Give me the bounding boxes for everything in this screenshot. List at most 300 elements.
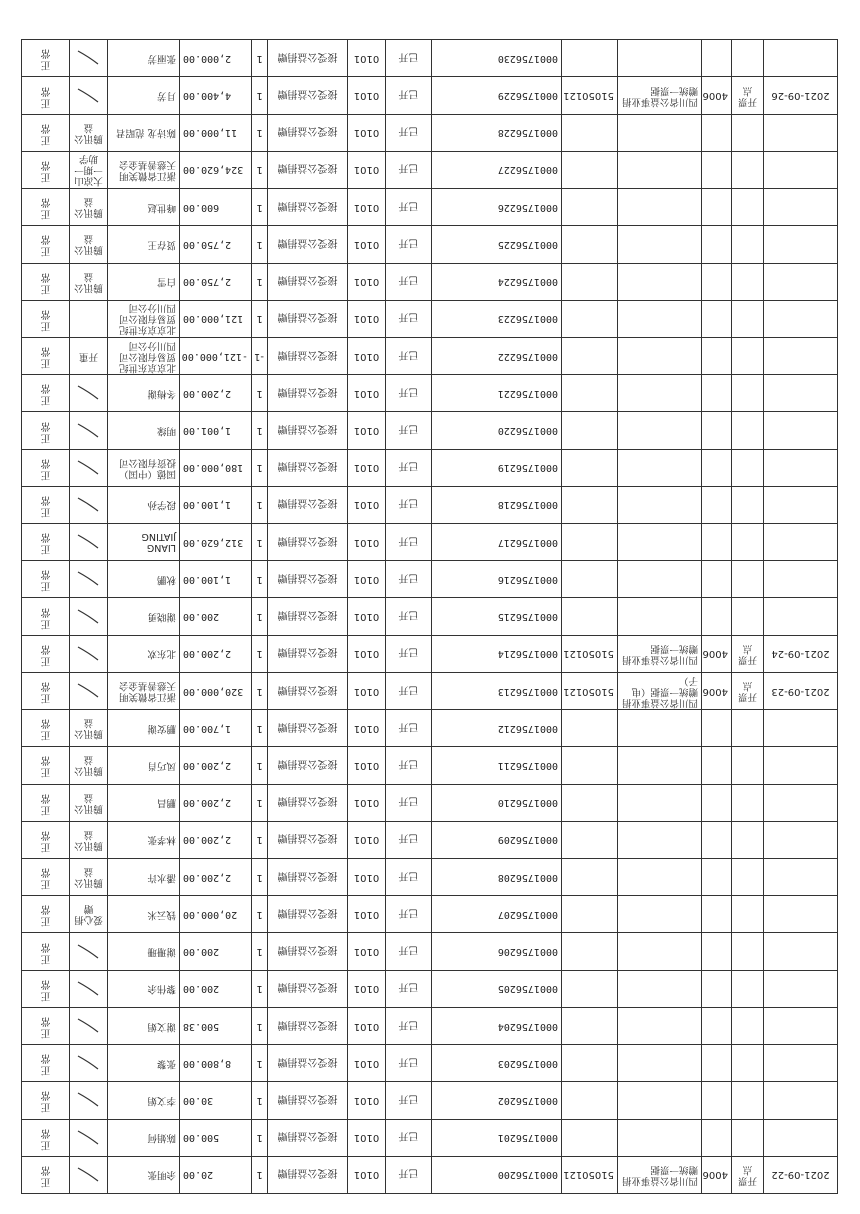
row-stage: 已开 bbox=[386, 449, 432, 486]
row-account: 0101 bbox=[348, 561, 386, 598]
row-amount: 30.00 bbox=[180, 1082, 252, 1119]
row-stage: 已开 bbox=[386, 635, 432, 672]
row-batch bbox=[562, 375, 618, 412]
row-status bbox=[22, 226, 70, 263]
row-donor: 余明张 bbox=[108, 1156, 180, 1193]
row-qty: 1 bbox=[252, 189, 268, 226]
row-amount: 1,700.00 bbox=[180, 710, 252, 747]
row-receipt-no: 0001756208 bbox=[432, 859, 562, 896]
row-donor: 北东欢 bbox=[108, 635, 180, 672]
row-qty: 1 bbox=[252, 747, 268, 784]
row-account: 0101 bbox=[348, 598, 386, 635]
table-row bbox=[22, 189, 838, 226]
row-receipt-no: 0001756225 bbox=[432, 226, 562, 263]
row-amount: 2,750.00 bbox=[180, 226, 252, 263]
row-receipt-no: 0001756217 bbox=[432, 524, 562, 561]
row-qty: 1 bbox=[252, 561, 268, 598]
row-receipt-no: 0001756209 bbox=[432, 821, 562, 858]
row-status bbox=[22, 375, 70, 412]
row-account: 0101 bbox=[348, 710, 386, 747]
row-type: 开票点 bbox=[732, 635, 764, 672]
row-category: 接受公益捐赠 bbox=[268, 412, 348, 449]
row-batch bbox=[562, 151, 618, 188]
row-code bbox=[702, 896, 732, 933]
row-status bbox=[22, 337, 70, 374]
row-org bbox=[618, 747, 702, 784]
row-date: 2021-09-26 bbox=[764, 77, 838, 114]
row-status bbox=[22, 598, 70, 635]
row-org: 四川省公益事业捐赠统一票据 bbox=[618, 1156, 702, 1193]
row-date bbox=[764, 300, 838, 337]
row-category: 接受公益捐赠 bbox=[268, 1156, 348, 1193]
row-org bbox=[618, 375, 702, 412]
row-note: 腾讯公益 bbox=[70, 226, 108, 263]
row-receipt-no: 0001756205 bbox=[432, 970, 562, 1007]
row-type bbox=[732, 189, 764, 226]
row-note bbox=[70, 672, 108, 709]
row-type bbox=[732, 226, 764, 263]
row-category: 接受公益捐赠 bbox=[268, 561, 348, 598]
row-donor: 谢晓勇 bbox=[108, 598, 180, 635]
table-row bbox=[22, 226, 838, 263]
row-qty: 1 bbox=[252, 524, 268, 561]
row-stage: 已开 bbox=[386, 598, 432, 635]
row-type bbox=[732, 821, 764, 858]
row-date bbox=[764, 747, 838, 784]
check-mark-icon bbox=[76, 384, 102, 402]
row-batch bbox=[562, 598, 618, 635]
row-date bbox=[764, 263, 838, 300]
row-note bbox=[70, 1007, 108, 1044]
row-qty: 1 bbox=[252, 449, 268, 486]
row-date bbox=[764, 449, 838, 486]
row-qty: 1 bbox=[252, 1082, 268, 1119]
row-code bbox=[702, 933, 732, 970]
row-account: 0101 bbox=[348, 40, 386, 77]
row-amount: 600.00 bbox=[180, 189, 252, 226]
status-badge: 正常 bbox=[40, 754, 51, 778]
table-row bbox=[22, 821, 838, 858]
row-type bbox=[732, 710, 764, 747]
row-batch bbox=[562, 1007, 618, 1044]
row-qty: 1 bbox=[252, 1045, 268, 1082]
row-donor: 凤巧肖 bbox=[108, 747, 180, 784]
row-type bbox=[732, 1119, 764, 1156]
row-amount: 1,001.00 bbox=[180, 412, 252, 449]
row-category: 接受公益捐赠 bbox=[268, 375, 348, 412]
row-batch: 51050121 bbox=[562, 77, 618, 114]
row-batch: 51050121 bbox=[562, 635, 618, 672]
row-status bbox=[22, 524, 70, 561]
row-status bbox=[22, 40, 70, 77]
row-qty: -1 bbox=[252, 337, 268, 374]
row-amount: 2,750.00 bbox=[180, 263, 252, 300]
row-note: 腾讯公益 bbox=[70, 859, 108, 896]
row-amount: -121,000.00 bbox=[180, 337, 252, 374]
row-amount: 200.00 bbox=[180, 970, 252, 1007]
row-org bbox=[618, 449, 702, 486]
row-qty: 1 bbox=[252, 486, 268, 523]
row-qty: 1 bbox=[252, 635, 268, 672]
row-qty: 1 bbox=[252, 859, 268, 896]
donation-receipt-ledger bbox=[22, 40, 838, 1194]
row-account: 0101 bbox=[348, 77, 386, 114]
row-type: 开票点 bbox=[732, 1156, 764, 1193]
row-category: 接受公益捐赠 bbox=[268, 672, 348, 709]
status-badge: 正常 bbox=[40, 270, 51, 294]
row-account: 0101 bbox=[348, 1119, 386, 1156]
row-account: 0101 bbox=[348, 524, 386, 561]
row-type bbox=[732, 561, 764, 598]
row-donor: 张黎 bbox=[108, 1045, 180, 1082]
row-stage: 已开 bbox=[386, 77, 432, 114]
row-account: 0101 bbox=[348, 375, 386, 412]
row-org: 四川省公益事业捐赠统一票据（电子） bbox=[618, 672, 702, 709]
row-type bbox=[732, 151, 764, 188]
row-receipt-no: 0001756201 bbox=[432, 1119, 562, 1156]
row-account: 0101 bbox=[348, 337, 386, 374]
row-date bbox=[764, 1045, 838, 1082]
row-code bbox=[702, 1045, 732, 1082]
row-code bbox=[702, 859, 732, 896]
row-code bbox=[702, 114, 732, 151]
row-qty: 1 bbox=[252, 1156, 268, 1193]
row-qty: 1 bbox=[252, 672, 268, 709]
table-row bbox=[22, 1045, 838, 1082]
check-mark-icon bbox=[76, 943, 102, 961]
row-receipt-no: 0001756230 bbox=[432, 40, 562, 77]
row-org bbox=[618, 821, 702, 858]
row-donor: 林孝张 bbox=[108, 821, 180, 858]
row-receipt-no: 0001756215 bbox=[432, 598, 562, 635]
row-status bbox=[22, 970, 70, 1007]
status-badge: 正常 bbox=[40, 903, 51, 927]
row-category: 接受公益捐赠 bbox=[268, 859, 348, 896]
row-note bbox=[70, 635, 108, 672]
row-code bbox=[702, 561, 732, 598]
row-code bbox=[702, 40, 732, 77]
row-stage: 已开 bbox=[386, 896, 432, 933]
row-amount: 320,000.00 bbox=[180, 672, 252, 709]
row-date: 2021-09-22 bbox=[764, 1156, 838, 1193]
row-receipt-no: 0001756213 bbox=[432, 672, 562, 709]
row-org bbox=[618, 40, 702, 77]
row-date bbox=[764, 375, 838, 412]
row-status bbox=[22, 784, 70, 821]
row-code bbox=[702, 263, 732, 300]
row-category: 接受公益捐赠 bbox=[268, 226, 348, 263]
row-status bbox=[22, 1007, 70, 1044]
row-code bbox=[702, 710, 732, 747]
row-amount: 1,100.00 bbox=[180, 561, 252, 598]
row-amount: 200.00 bbox=[180, 933, 252, 970]
row-batch bbox=[562, 449, 618, 486]
row-status bbox=[22, 77, 70, 114]
row-batch bbox=[562, 747, 618, 784]
row-org bbox=[618, 263, 702, 300]
row-date bbox=[764, 114, 838, 151]
row-status bbox=[22, 486, 70, 523]
table-row bbox=[22, 151, 838, 188]
row-date bbox=[764, 412, 838, 449]
table-row bbox=[22, 598, 838, 635]
row-code bbox=[702, 412, 732, 449]
row-note: 腾讯公益 bbox=[70, 821, 108, 858]
table-row bbox=[22, 784, 838, 821]
row-donor: LIANG JIATING bbox=[108, 524, 180, 561]
status-badge: 正常 bbox=[40, 1015, 51, 1039]
row-status bbox=[22, 1119, 70, 1156]
row-amount: 500.00 bbox=[180, 1119, 252, 1156]
table-row bbox=[22, 933, 838, 970]
row-account: 0101 bbox=[348, 449, 386, 486]
row-note bbox=[70, 449, 108, 486]
check-mark-icon bbox=[76, 49, 102, 67]
row-qty: 1 bbox=[252, 1119, 268, 1156]
row-stage: 已开 bbox=[386, 821, 432, 858]
row-date bbox=[764, 561, 838, 598]
row-code bbox=[702, 784, 732, 821]
row-batch bbox=[562, 40, 618, 77]
row-receipt-no: 0001756223 bbox=[432, 300, 562, 337]
row-code bbox=[702, 189, 732, 226]
row-code bbox=[702, 151, 732, 188]
row-org bbox=[618, 1119, 702, 1156]
row-org bbox=[618, 598, 702, 635]
row-amount: 324,620.00 bbox=[180, 151, 252, 188]
row-note bbox=[70, 1119, 108, 1156]
row-account: 0101 bbox=[348, 635, 386, 672]
row-note: 大凉山一期一助学 bbox=[70, 151, 108, 188]
row-batch bbox=[562, 263, 618, 300]
row-category: 接受公益捐赠 bbox=[268, 300, 348, 337]
row-amount: 20.00 bbox=[180, 1156, 252, 1193]
row-account: 0101 bbox=[348, 114, 386, 151]
row-batch bbox=[562, 561, 618, 598]
row-note bbox=[70, 40, 108, 77]
row-date: 2021-09-23 bbox=[764, 672, 838, 709]
row-batch bbox=[562, 486, 618, 523]
row-org bbox=[618, 710, 702, 747]
row-amount: 1,100.00 bbox=[180, 486, 252, 523]
row-status bbox=[22, 933, 70, 970]
row-stage: 已开 bbox=[386, 40, 432, 77]
row-stage: 已开 bbox=[386, 189, 432, 226]
row-donor: 白雪 bbox=[108, 263, 180, 300]
row-status bbox=[22, 263, 70, 300]
status-badge: 正常 bbox=[40, 345, 51, 369]
row-code bbox=[702, 821, 732, 858]
row-batch: 51050121 bbox=[562, 672, 618, 709]
row-donor: 浙江省微笑明天慈善基金会 bbox=[108, 672, 180, 709]
row-org: 四川省公益事业捐赠统一票据 bbox=[618, 77, 702, 114]
row-batch bbox=[562, 300, 618, 337]
row-stage: 已开 bbox=[386, 784, 432, 821]
row-code bbox=[702, 337, 732, 374]
row-stage: 已开 bbox=[386, 337, 432, 374]
row-org bbox=[618, 1007, 702, 1044]
row-receipt-no: 0001756200 bbox=[432, 1156, 562, 1193]
row-org bbox=[618, 226, 702, 263]
row-receipt-no: 0001756202 bbox=[432, 1082, 562, 1119]
row-account: 0101 bbox=[348, 151, 386, 188]
row-date bbox=[764, 970, 838, 1007]
row-amount: 2,200.00 bbox=[180, 821, 252, 858]
row-category: 接受公益捐赠 bbox=[268, 449, 348, 486]
row-donor: 明缘 bbox=[108, 412, 180, 449]
row-qty: 1 bbox=[252, 77, 268, 114]
row-amount: 121,000.00 bbox=[180, 300, 252, 337]
table-row bbox=[22, 300, 838, 337]
row-date bbox=[764, 598, 838, 635]
row-batch bbox=[562, 337, 618, 374]
row-category: 接受公益捐赠 bbox=[268, 40, 348, 77]
row-stage: 已开 bbox=[386, 486, 432, 523]
row-org bbox=[618, 412, 702, 449]
row-batch bbox=[562, 114, 618, 151]
row-donor: 黎伟余 bbox=[108, 970, 180, 1007]
row-stage: 已开 bbox=[386, 114, 432, 151]
table-row bbox=[22, 263, 838, 300]
check-mark-icon bbox=[76, 533, 102, 551]
row-account: 0101 bbox=[348, 1156, 386, 1193]
row-receipt-no: 0001756214 bbox=[432, 635, 562, 672]
row-org bbox=[618, 300, 702, 337]
row-status bbox=[22, 859, 70, 896]
row-note: 腾讯公益 bbox=[70, 784, 108, 821]
row-stage: 已开 bbox=[386, 859, 432, 896]
row-qty: 1 bbox=[252, 821, 268, 858]
check-mark-icon bbox=[76, 980, 102, 998]
row-date bbox=[764, 337, 838, 374]
row-type bbox=[732, 1082, 764, 1119]
check-mark-icon bbox=[76, 422, 102, 440]
row-org bbox=[618, 896, 702, 933]
row-stage: 已开 bbox=[386, 300, 432, 337]
row-note bbox=[70, 598, 108, 635]
status-badge: 正常 bbox=[40, 1126, 51, 1150]
row-batch bbox=[562, 1045, 618, 1082]
row-status bbox=[22, 672, 70, 709]
row-receipt-no: 0001756207 bbox=[432, 896, 562, 933]
row-code bbox=[702, 449, 732, 486]
table-row bbox=[22, 635, 838, 672]
row-status bbox=[22, 747, 70, 784]
ledger-table bbox=[21, 39, 838, 1194]
row-type bbox=[732, 784, 764, 821]
row-qty: 1 bbox=[252, 412, 268, 449]
row-category: 接受公益捐赠 bbox=[268, 1119, 348, 1156]
row-qty: 1 bbox=[252, 710, 268, 747]
row-code bbox=[702, 226, 732, 263]
row-code bbox=[702, 300, 732, 337]
row-receipt-no: 0001756221 bbox=[432, 375, 562, 412]
row-date bbox=[764, 859, 838, 896]
table-row bbox=[22, 375, 838, 412]
row-org bbox=[618, 561, 702, 598]
row-amount: 312,620.00 bbox=[180, 524, 252, 561]
row-qty: 1 bbox=[252, 114, 268, 151]
status-badge: 正常 bbox=[40, 382, 51, 406]
status-badge: 正常 bbox=[40, 84, 51, 108]
check-mark-icon bbox=[76, 1129, 102, 1147]
table-row bbox=[22, 747, 838, 784]
row-qty: 1 bbox=[252, 151, 268, 188]
row-amount: 8,800.00 bbox=[180, 1045, 252, 1082]
row-type bbox=[732, 114, 764, 151]
row-date bbox=[764, 40, 838, 77]
table-row bbox=[22, 412, 838, 449]
row-batch bbox=[562, 896, 618, 933]
row-status bbox=[22, 300, 70, 337]
row-qty: 1 bbox=[252, 970, 268, 1007]
row-stage: 已开 bbox=[386, 970, 432, 1007]
row-batch bbox=[562, 1082, 618, 1119]
status-badge: 正常 bbox=[40, 493, 51, 517]
status-badge: 正常 bbox=[40, 1163, 51, 1187]
row-code: 4006 bbox=[702, 672, 732, 709]
row-batch bbox=[562, 412, 618, 449]
check-mark-icon bbox=[76, 459, 102, 477]
status-badge: 正常 bbox=[40, 940, 51, 964]
row-qty: 1 bbox=[252, 896, 268, 933]
row-status bbox=[22, 1045, 70, 1082]
row-status bbox=[22, 635, 70, 672]
row-account: 0101 bbox=[348, 821, 386, 858]
row-status bbox=[22, 114, 70, 151]
row-amount: 180,000.00 bbox=[180, 449, 252, 486]
check-mark-icon bbox=[76, 1017, 102, 1035]
row-stage: 已开 bbox=[386, 263, 432, 300]
row-code bbox=[702, 970, 732, 1007]
row-donor: 鹏安谢 bbox=[108, 710, 180, 747]
row-type bbox=[732, 337, 764, 374]
row-qty: 1 bbox=[252, 226, 268, 263]
row-code bbox=[702, 486, 732, 523]
row-batch bbox=[562, 784, 618, 821]
row-donor: 张丽芳 bbox=[108, 40, 180, 77]
row-category: 接受公益捐赠 bbox=[268, 784, 348, 821]
row-receipt-no: 0001756222 bbox=[432, 337, 562, 374]
row-note: 爱心捐赠 bbox=[70, 896, 108, 933]
row-type bbox=[732, 747, 764, 784]
row-date bbox=[764, 821, 838, 858]
row-qty: 1 bbox=[252, 300, 268, 337]
row-receipt-no: 0001756212 bbox=[432, 710, 562, 747]
row-code: 4006 bbox=[702, 1156, 732, 1193]
row-account: 0101 bbox=[348, 784, 386, 821]
row-donor: 峰世赵 bbox=[108, 189, 180, 226]
row-category: 接受公益捐赠 bbox=[268, 77, 348, 114]
status-badge: 正常 bbox=[40, 531, 51, 555]
table-row bbox=[22, 486, 838, 523]
row-batch bbox=[562, 933, 618, 970]
check-mark-icon bbox=[76, 608, 102, 626]
row-receipt-no: 0001756211 bbox=[432, 747, 562, 784]
status-badge: 正常 bbox=[40, 717, 51, 741]
row-org bbox=[618, 151, 702, 188]
row-donor: 谢珊珊 bbox=[108, 933, 180, 970]
table-row bbox=[22, 859, 838, 896]
row-account: 0101 bbox=[348, 859, 386, 896]
row-note: 开重 bbox=[70, 337, 108, 374]
row-type bbox=[732, 449, 764, 486]
row-stage: 已开 bbox=[386, 524, 432, 561]
row-qty: 1 bbox=[252, 933, 268, 970]
row-donor: 陈诗龙 范昭君 bbox=[108, 114, 180, 151]
row-date bbox=[764, 151, 838, 188]
check-mark-icon bbox=[76, 1091, 102, 1109]
